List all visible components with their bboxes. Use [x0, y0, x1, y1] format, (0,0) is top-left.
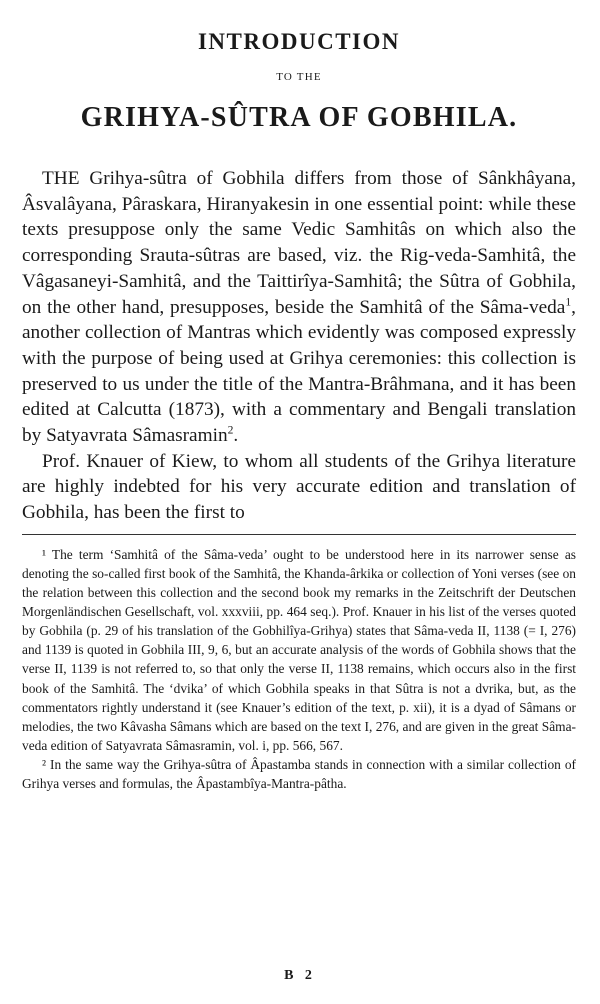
footnote-ref: 1 [565, 295, 572, 309]
paragraph [22, 166, 576, 449]
page-title: INTRODUCTION [197, 29, 401, 54]
footnote: ² In the same way the Grihya-sûtra of Âpastamba stands in connection with a similar collection of Grihya verses and formulas, the Âpastambîya-Mantra-pâtha. [22, 756, 576, 791]
paragraph: Prof. Knauer of Kiew, to whom all students of the Grihya literature are highly indebted for his very accurate edition and translation of Gobhila, has been the first to [22, 450, 576, 524]
footnote-ref: 2 [227, 423, 234, 437]
paragraph-text: . [233, 425, 239, 447]
paragraph-text: THE Grihya-sûtra of Gobhila differs from those of Sânkhâyana, Âsvalâyana, Pâraskara, Hiranyakesin in one essential point: while these texts presuppose only the same Vedic Samhitâs on which also the corresponding Srauta-sûtras are based, viz. the Rig-veda-Samhitâ, the Vâgasaneyi-Samhitâ, and the Taittirîya-Samhitâ; the Sûtra of Gobhila, on the other hand, presupposes, beside the Samhitâ of the Sâma-veda [22, 168, 576, 318]
footnote: ¹ The term ‘Samhitâ of the Sâma-veda’ ought to be understood here in its narrower sense as denoting the so-called first book of the Samhitâ, the Khanda-ârkika or collection of Yoni verses (see on the relation between this collection and the second book my remarks in the Zeitschrift der Deutschen Morgenländischen Gesellschaft, vol. xxxviii, pp. 464 seq.). Prof. Knauer in his list of the verses quoted by Gobhila (p. 29 of his translation of the Gobhilîya-Grihya) states that Sâma-veda II, 1138 (= I, 276) and 1139 is quoted in Gobhila III, 9, 6, but an accurate analysis of the words of Gobhila shows that the verse II, 1139 is not referred to, so that only the verse II, 1138 remains, which occurs also in the first book of the Samhitâ. The ‘dvika’ of which Gobhila speaks in that Sûtra is not a dvrika, but, as the commentators rightly understand it (see Knauer’s edition of the text, p. xii), it is a dyad of Sâmans or melodies, the two Kâvasha Sâmans which are based on the text I, 276, and are given in the great Sâma-veda edition of Satyavrata Sâmasramin, vol. i, pp. 566, 567. [22, 546, 576, 753]
paragraph-text: , another collection of Mantras which evidently was composed expressly with the purpose of being used at Grihya ceremonies: this collection is preserved to us under the title of the Mantra-Brâhmana, and it has been edited at Calcutta (1873), with a commentary and Bengali translation by Satyavrata Sâmasramin [22, 296, 576, 447]
signature-mark: B 2 [284, 968, 316, 983]
main-text [22, 166, 576, 526]
page-subtitle: GRIHYA-SÛTRA OF GOBHILA. [80, 102, 518, 133]
footnotes [22, 545, 576, 793]
footnote-divider [22, 534, 576, 535]
title-connector: TO THE [276, 71, 322, 83]
